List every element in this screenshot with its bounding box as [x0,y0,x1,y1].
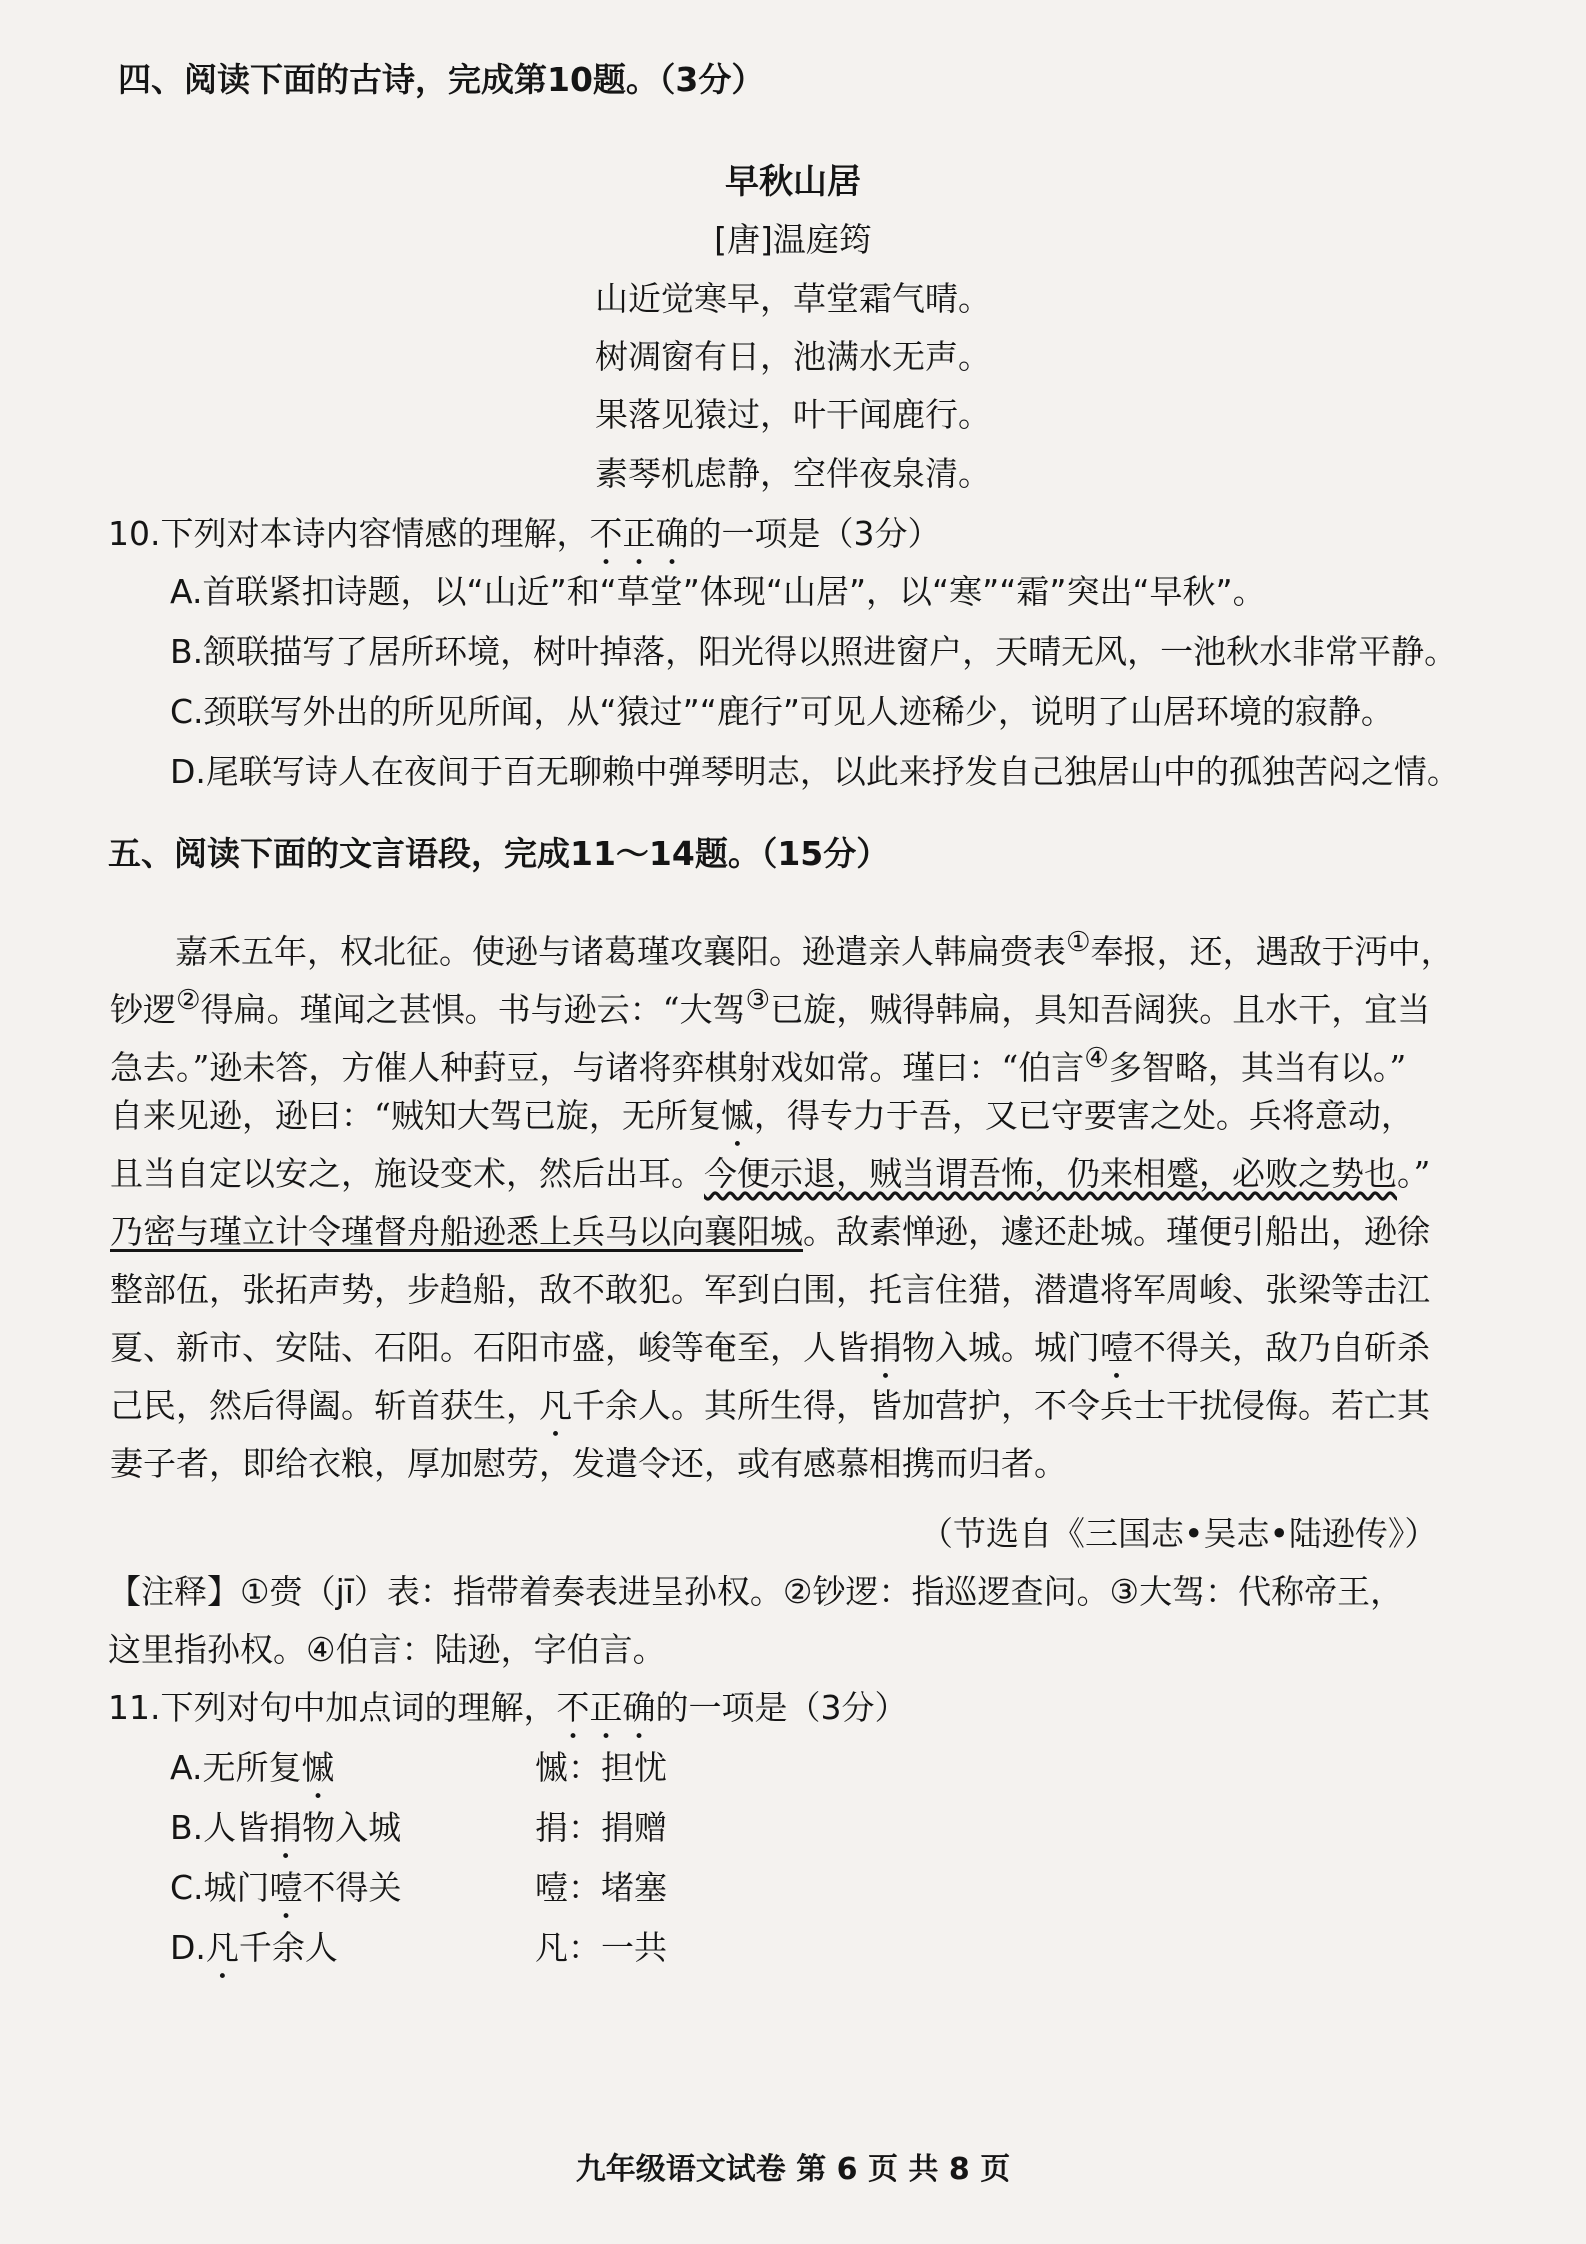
q11-option-c-gloss: 噎：堵塞 [535,1868,667,1907]
passage-line-6: 乃密与瑾立计令瑾督舟船逊悉上兵马以向襄阳城。敌素惮逊，遽还赴城。瑾便引船出，逊徐 [110,1212,1430,1251]
emphasis-not-correct: 不正确 [556,1688,656,1727]
passage-line-3: 急去。”逊未答，方催人种葑豆，与诸将弈棋射戏如常。瑾曰：“伯言④多智略，其当有以。” [110,1042,1407,1087]
q11-option-b-gloss: 捐：捐赠 [535,1808,667,1847]
passage-line-9: 己民，然后得阖。斩首获生，凡千余人。其所生得，皆加营护，不令兵士干扰侵侮。若亡其 [110,1386,1430,1425]
poem-line-4: 素琴机虑静，空伴夜泉清。 [595,454,991,493]
page-footer: 九年级语文试卷 第 6 页 共 8 页 [575,2152,1011,2187]
q11-option-a-gloss: 慽：担忧 [535,1748,667,1787]
q11-option-d-gloss: 凡：一共 [535,1928,667,1967]
passage-source: （节选自《三国志•吴志•陆逊传》） [920,1514,1438,1553]
passage-line-2: 钞逻②得扁。瑾闻之甚惧。书与逊云：“大驾③已旋，贼得韩扁，具知吾阔狭。且水干，宜当 [110,984,1431,1029]
poem-author: [唐]温庭筠 [714,220,872,259]
emphasis-not-correct: 不正确 [589,514,689,553]
q11-option-a: A.无所复慽 [170,1748,335,1787]
passage-line-7: 整部伍，张拓声势，步趋船，敌不敢犯。军到白围，托言住猎，潜遣将军周峻、张梁等击江 [110,1270,1430,1309]
underlined-sentence-punctuation: 乃密与瑾立计令瑾督舟船逊悉上兵马以向襄阳城 [110,1212,803,1251]
section-4-heading: 四、阅读下面的古诗，完成第10题。（3分） [118,60,765,99]
dotted-word-juan: 捐 [869,1328,902,1367]
passage-line-1: 嘉禾五年，权北征。使逊与诸葛瑾攻襄阳。逊遣亲人韩扁赍表①奉报，还，遇敌于沔中， [175,926,1454,971]
passage-line-8: 夏、新市、安陆、石阳。石阳市盛，峻等奄至，人皆捐物入城。城门噎不得关，敌乃自斫杀 [110,1328,1430,1367]
annotation-line-2: 这里指孙权。④伯言：陆逊，字伯言。 [108,1630,666,1669]
dotted-word-ye: 噎 [1100,1328,1133,1367]
q11-option-c: C.城门噎不得关 [170,1868,402,1907]
question-10-stem: 10.下列对本诗内容情感的理解，不正确的一项是（3分） [108,514,941,553]
underlined-sentence-translation: 今便示退，贼当谓吾怖，仍来相蹙，必败之势也 [704,1154,1397,1193]
q10-option-d: D.尾联写诗人在夜间于百无聊赖中弹琴明志，以此来抒发自己独居山中的孤独苦闷之情。 [170,752,1460,791]
poem-line-1: 山近觉寒早，草堂霜气晴。 [595,279,991,318]
passage-line-5: 且当自定以安之，施设变术，然后出耳。今便示退，贼当谓吾怖，仍来相蹙，必败之势也。” [110,1154,1431,1193]
question-11-stem: 11.下列对句中加点词的理解，不正确的一项是（3分） [108,1688,908,1727]
q11-option-d: D.凡千余人 [170,1928,338,1967]
q10-option-a: A.首联紧扣诗题，以“山近”和“草堂”体现“山居”，以“寒”“霜”突出“早秋”。 [170,572,1266,611]
dotted-word-fan: 凡 [539,1386,572,1425]
poem-line-3: 果落见猿过，叶干闻鹿行。 [595,395,991,434]
q10-option-c: C.颈联写外出的所见所闻，从“猿过”“鹿行”可见人迹稀少，说明了山居环境的寂静。 [170,692,1394,731]
passage-line-4: 自来见逊，逊曰：“贼知大驾已旋，无所复慽，得专力于吾，又已守要害之处。兵将意动， [110,1096,1414,1135]
poem-line-2: 树凋窗有日，池满水无声。 [595,337,991,376]
q10-option-b: B.颔联描写了居所环境，树叶掉落，阳光得以照进窗户，天晴无风，一池秋水非常平静。 [170,632,1458,671]
poem-title: 早秋山居 [725,162,861,202]
section-5-heading: 五、阅读下面的文言语段，完成11～14题。（15分） [108,834,890,873]
q11-option-b: B.人皆捐物入城 [170,1808,402,1847]
dotted-word-qi: 慽 [720,1096,754,1135]
annotation-line-1: 【注释】①赍（jī）表：指带着奏表进呈孙权。②钞逻：指巡逻查问。③大驾：代称帝王， [108,1572,1404,1611]
passage-line-10: 妻子者，即给衣粮，厚加慰劳，发遣令还，或有感慕相携而归者。 [110,1444,1067,1483]
